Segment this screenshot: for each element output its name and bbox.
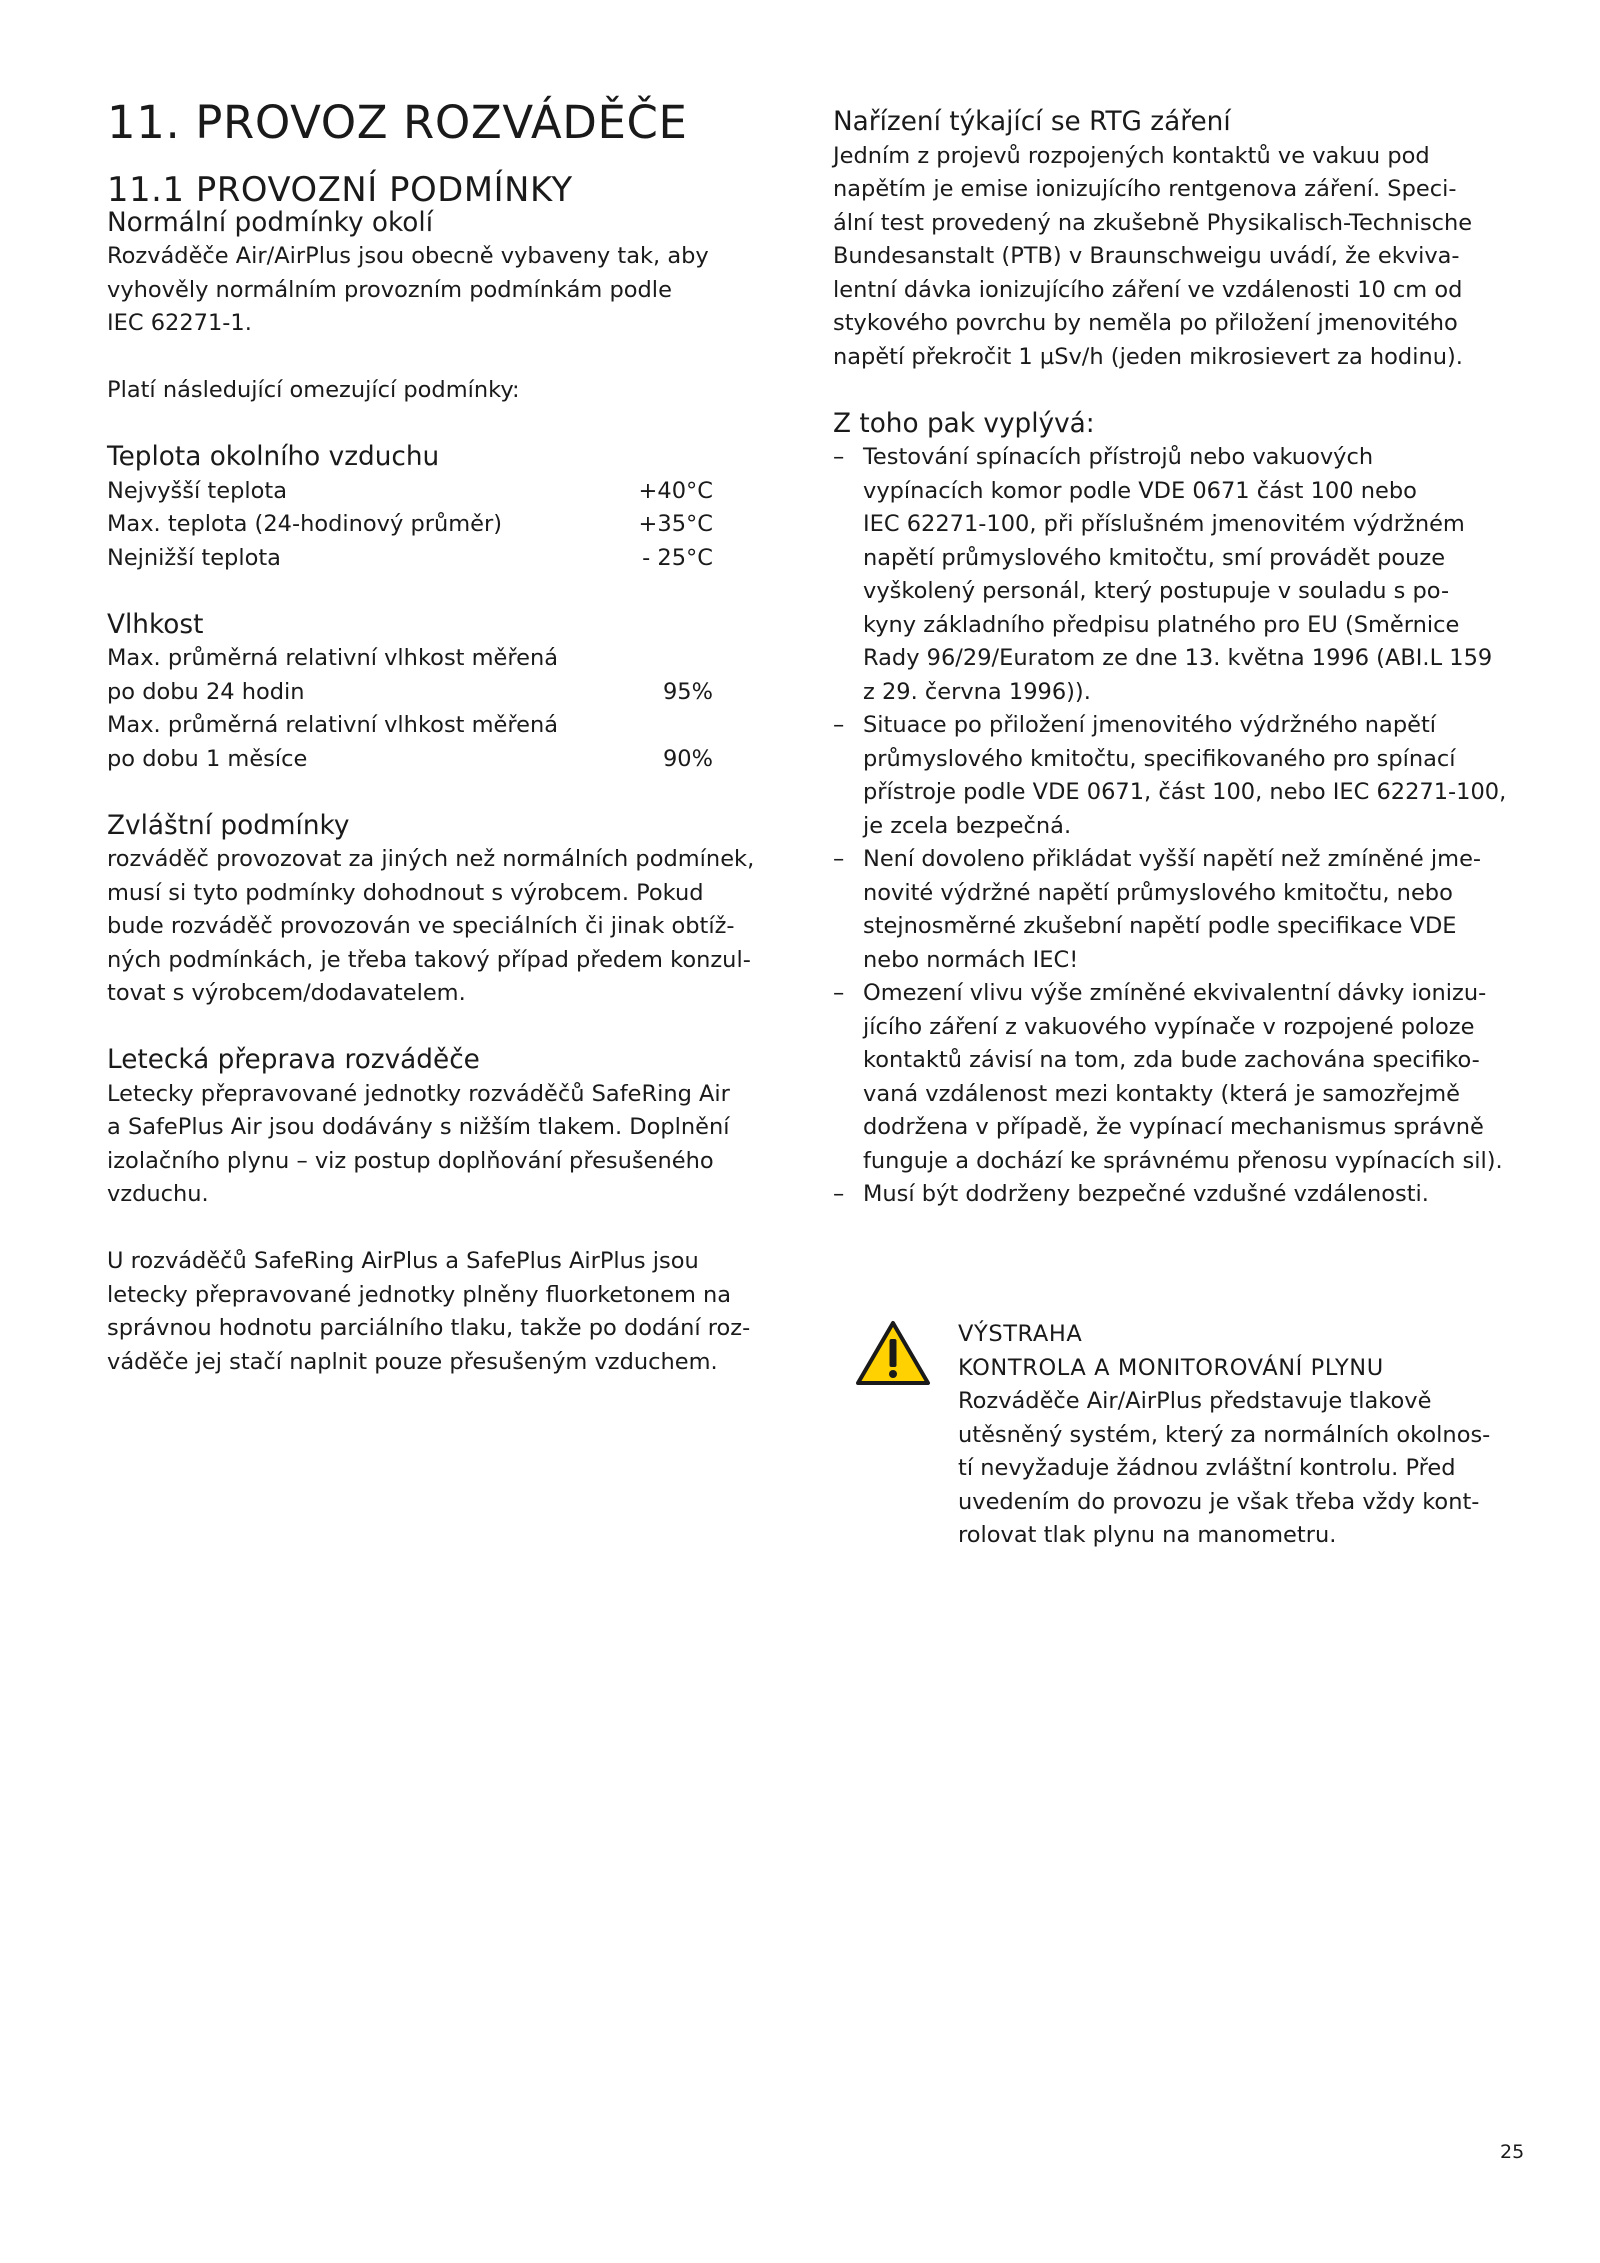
text-line: kyny základního předpisu platného pro EU (Směrnice <box>863 611 1460 638</box>
text-line: musí si tyto podmínky dohodnout s výrobcem. Pokud <box>107 879 704 906</box>
list-item <box>833 709 1533 843</box>
text-line: vaná vzdálenost mezi kontakty (která je samozřejmě <box>863 1080 1460 1107</box>
text-line: přístroje podle VDE 0671, část 100, nebo IEC 62271-100, <box>863 779 1507 805</box>
row-value: +40°C <box>638 477 713 504</box>
humidity-label-line: Max. průměrná relativní vlhkost měřená <box>107 712 559 738</box>
text-line: utěsněný systém, který za normálních okolnos- <box>958 1421 1491 1448</box>
text-line: vzduchu. <box>107 1181 209 1207</box>
normal-conditions-paragraph <box>107 240 807 341</box>
left-column <box>107 96 807 1379</box>
text-line: napětím je emise ionizujícího rentgenova záření. Speci- <box>833 176 1457 202</box>
text-line: Rozváděče Air/AirPlus jsou obecně vybaveny tak, aby <box>107 243 709 269</box>
text-line: – Není dovoleno přikládat vyšší napětí než zmíněné jme- <box>863 846 1482 872</box>
text-line: nebo normách IEC! <box>863 946 1079 973</box>
text-line: rolovat tlak plynu na manometru. <box>958 1522 1337 1548</box>
text-line: – Musí být dodrženy bezpečné vzdušné vzdálenosti. <box>863 1181 1429 1207</box>
text-line: vypínacích komor podle VDE 0671 část 100 nebo <box>863 477 1417 504</box>
text-line: průmyslového kmitočtu, specifikovaného pro spínací <box>863 745 1456 772</box>
page-number: 25 <box>1500 2141 1525 2163</box>
temperature-table <box>107 475 807 576</box>
text-line: IEC 62271-100, při příslušném jmenovitém výdržném <box>863 511 1465 537</box>
list-item <box>833 1178 1533 1212</box>
text-line: z 29. června 1996)). <box>863 678 1091 705</box>
warning-title: VÝSTRAHA <box>958 1321 1083 1347</box>
text-line: funguje a dochází ke správnému přenosu vypínacích sil). <box>863 1147 1503 1174</box>
text-line: IEC 62271-1. <box>107 310 252 336</box>
text-line: Jedním z projevů rozpojených kontaktů ve vakuu pod <box>833 142 1430 169</box>
text-line: lentní dávka ionizujícího záření ve vzdálenosti 10 cm od <box>833 276 1463 303</box>
text-line: tovat s výrobcem/dodavatelem. <box>107 980 466 1006</box>
temperature-row <box>107 508 713 542</box>
air-transport-heading: Letecká přeprava rozváděče <box>107 1045 480 1075</box>
row-label: Max. teplota (24-hodinový průměr) <box>107 511 503 537</box>
list-item <box>833 441 1533 709</box>
text-line: stykového povrchu by neměla po přiložení jmenovitého <box>833 310 1458 336</box>
row-value: 95% <box>662 678 713 705</box>
text-line: izolačního plynu – viz postup doplňování přesušeného <box>107 1147 714 1174</box>
text-line: bude rozváděč provozován ve speciálních či jinak obtíž- <box>107 913 735 939</box>
text-line: U rozváděčů SafeRing AirPlus a SafePlus AirPlus jsou <box>107 1248 699 1274</box>
text-line: a SafePlus Air jsou dodávány s nižším tlakem. Doplnění <box>107 1114 730 1140</box>
humidity-row <box>107 743 713 777</box>
text-line: stejnosměrné zkušební napětí podle specifikace VDE <box>863 913 1457 939</box>
text-line: vyhověly normálním provozním podmínkám podle <box>107 276 672 303</box>
row-label: po dobu 24 hodin <box>107 678 305 705</box>
restrictions-line: Platí následující omezující podmínky: <box>107 377 520 403</box>
text-line: ných podmínkách, je třeba takový případ předem konzul- <box>107 946 751 973</box>
text-line: Rozváděče Air/AirPlus představuje tlakově <box>958 1388 1432 1414</box>
list-item <box>833 977 1533 1178</box>
row-value: +35°C <box>638 511 713 537</box>
section-title: 11.1 PROVOZNÍ PODMÍNKY <box>107 170 573 209</box>
air-transport-paragraph <box>107 1078 807 1212</box>
normal-conditions-heading: Normální podmínky okolí <box>107 207 434 238</box>
text-line: – Situace po přiložení jmenovitého výdržného napětí <box>863 712 1437 738</box>
temperature-heading: Teplota okolního vzduchu <box>107 442 440 472</box>
text-line: správnou hodnotu parciálního tlaku, takže po dodání roz- <box>107 1315 751 1341</box>
text-line: váděče jej stačí naplnit pouze přesušeným vzduchem. <box>107 1348 718 1375</box>
text-line: – Omezení vlivu výše zmíněné ekvivalentní dávky ionizu- <box>863 980 1487 1006</box>
list-item <box>833 843 1533 977</box>
row-label: Nejnižší teplota <box>107 544 281 571</box>
consequence-list <box>833 441 1533 1212</box>
text-line: ální test provedený na zkušebně Physikalisch-Technische <box>833 209 1473 236</box>
text-line: uvedením do provozu je však třeba vždy kont- <box>958 1488 1480 1515</box>
text-line: napětí průmyslového kmitočtu, smí provádět pouze <box>863 544 1446 571</box>
humidity-heading: Vlhkost <box>107 609 204 640</box>
humidity-row <box>107 676 713 710</box>
text-line: Letecky přepravované jednotky rozváděčů SafeRing Air <box>107 1080 730 1107</box>
chapter-title: 11. PROVOZ ROZVÁDĚČE <box>107 96 688 149</box>
special-conditions-paragraph <box>107 843 807 1011</box>
row-label: Nejvyšší teplota <box>107 477 287 504</box>
text-line: vyškolený personál, který postupuje v souladu s po- <box>863 578 1450 604</box>
text-line: tí nevyžaduje žádnou zvláštní kontrolu. Před <box>958 1455 1456 1481</box>
text-line: kontaktů závisí na tom, zda bude zachována specifiko- <box>863 1047 1480 1073</box>
consequence-heading: Z toho pak vyplývá: <box>833 408 1095 439</box>
warning-triangle-icon <box>855 1319 931 1387</box>
text-line: letecky přepravované jednotky plněny fluorketonem na <box>107 1281 732 1308</box>
temperature-row <box>107 542 713 576</box>
text-line: – Testování spínacích přístrojů nebo vakuových <box>863 444 1374 470</box>
temperature-row <box>107 475 713 509</box>
right-column <box>833 106 1533 1212</box>
text-line: je zcela bezpečná. <box>863 812 1072 839</box>
text-line: Rady 96/29/Euratom ze dne 13. května 1996 (ABI.L 159 <box>863 645 1493 671</box>
text-line: rozváděč provozovat za jiných než normálních podmínek, <box>107 846 755 872</box>
humidity-label-line: Max. průměrná relativní vlhkost měřená <box>107 645 559 671</box>
row-value: 90% <box>662 745 713 772</box>
text-line: jícího záření z vakuového vypínače v rozpojené poloze <box>863 1013 1475 1040</box>
warning-text <box>958 1318 1538 1553</box>
special-conditions-heading: Zvláštní podmínky <box>107 810 350 841</box>
row-value: - 25°C <box>642 544 713 571</box>
warning-subtitle: KONTROLA A MONITOROVÁNÍ PLYNU <box>958 1354 1384 1381</box>
text-line: napětí překročit 1 µSv/h (jeden mikrosievert za hodinu). <box>833 343 1463 370</box>
text-line: dodržena v případě, že vypínací mechanismus správně <box>863 1114 1484 1140</box>
text-line: novité výdržné napětí průmyslového kmitočtu, nebo <box>863 879 1453 906</box>
rtg-paragraph <box>833 140 1533 375</box>
rtg-heading: Nařízení týkající se RTG záření <box>833 107 1231 137</box>
row-label: po dobu 1 měsíce <box>107 745 308 772</box>
airplus-paragraph <box>107 1245 807 1379</box>
text-line: Bundesanstalt (PTB) v Braunschweigu uvádí, že ekviva- <box>833 243 1460 269</box>
humidity-table <box>107 642 807 776</box>
